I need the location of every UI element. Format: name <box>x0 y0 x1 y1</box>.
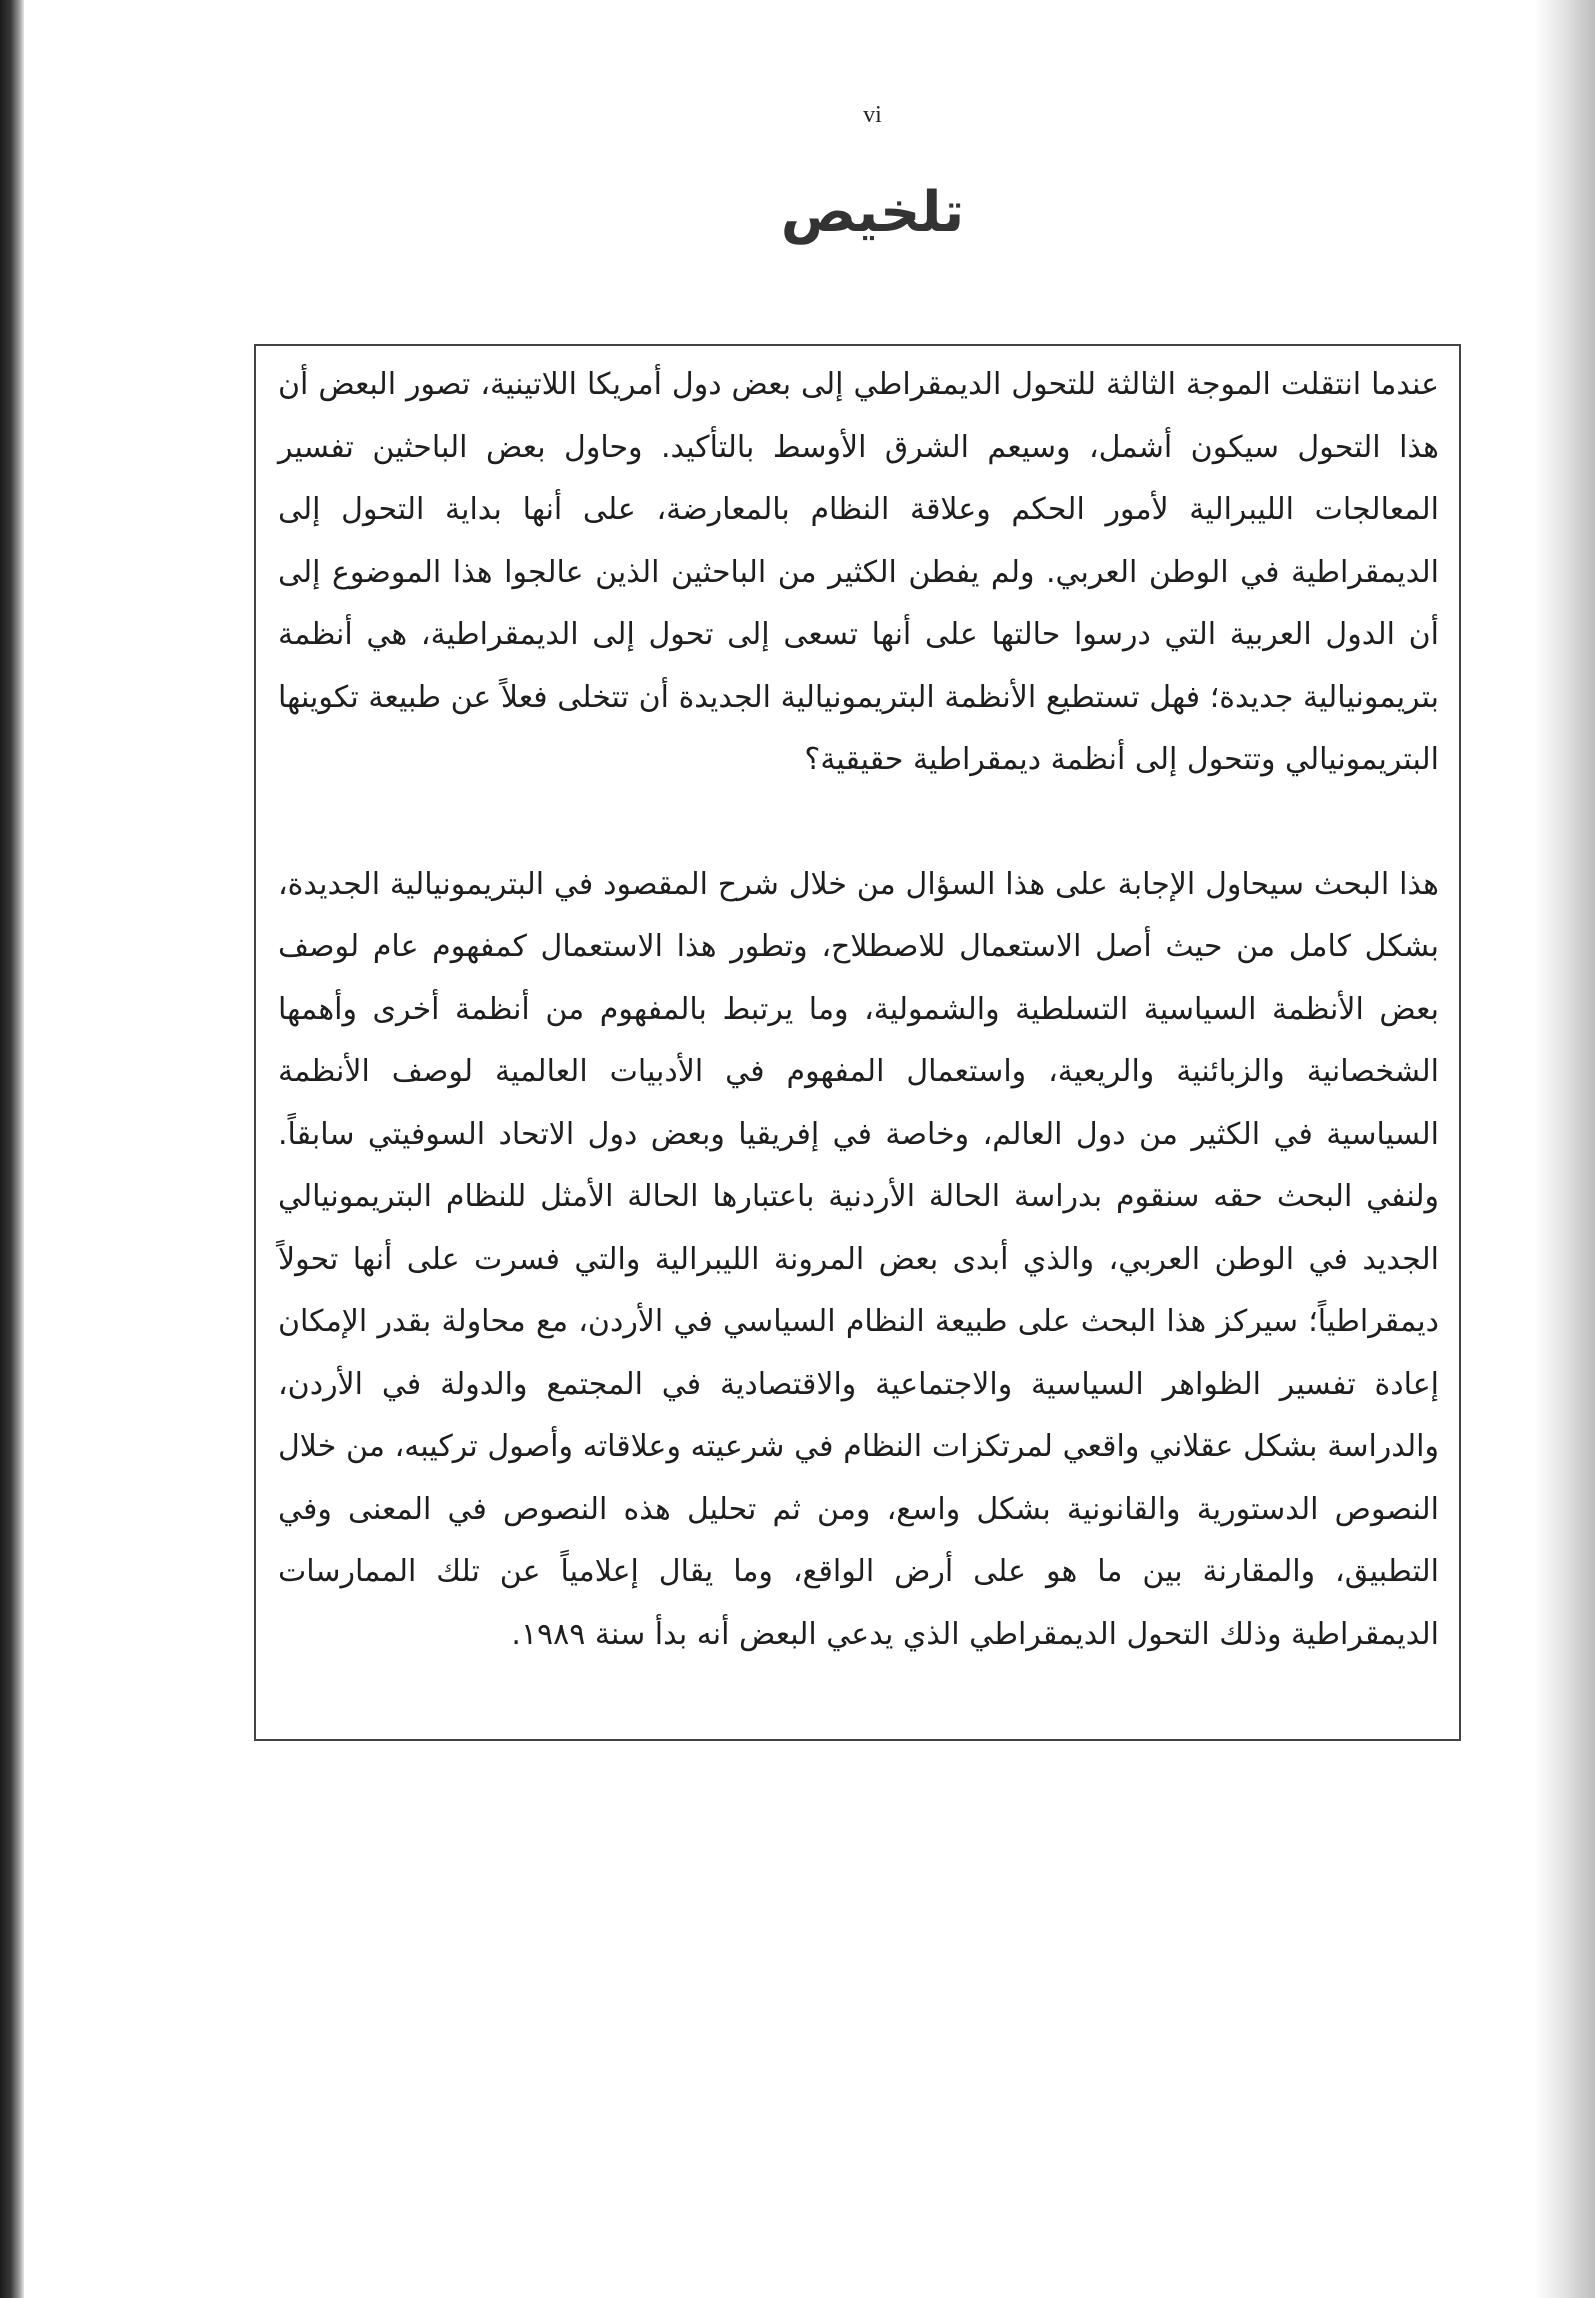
abstract-box <box>254 344 1461 1741</box>
book-binding-edge <box>0 0 24 2298</box>
abstract-paragraph-2: هذا البحث سيحاول الإجابة على هذا السؤال من خلال شرح المقصود في البتريمونيالية الجديدة، بشكل كامل من حيث أصل الاستعمال للاصطلاح، وتطور هذا الاستعمال كمفهوم عام لوصف بعض الأنظمة السياسية التسلطية والشمولية، وما يرتبط بالمفهوم من أنظمة أخرى وأهمها الشخصانية والزبائنية والريعية، واستعمال المفهوم في الأدبيات العالمية لوصف الأنظمة السياسية في الكثير من دول العالم، وخاصة في إفريقيا وبعض دول الاتحاد السوفيتي سابقاً. ولنفي البحث حقه سنقوم بدراسة الحالة الأردنية باعتبارها الحالة الأمثل للنظام البتريمونيالي الجديد في الوطن العربي، والذي أبدى بعض المرونة الليبرالية والتي فسرت على أنها تحولاً ديمقراطياً؛ سيركز هذا البحث على طبيعة النظام السياسي في الأردن، مع محاولة بقدر الإمكان إعادة تفسير الظواهر السياسية والاجتماعية والاقتصادية في المجتمع والدولة في الأردن، والدراسة بشكل عقلاني واقعي لمرتكزات النظام في شرعيته وعلاقاته وأصول تركيبه، من خلال النصوص الدستورية والقانونية بشكل واسع، ومن ثم تحليل هذه النصوص في المعنى وفي التطبيق، والمقارنة بين ما هو على أرض الواقع، وما يقال إعلامياً عن تلك الممارسات الديمقراطية وذلك التحول الديمقراطي الذي يدعي البعض أنه بدأ سنة ١٩٨٩. <box>278 866 1439 1652</box>
page-number: vi <box>863 102 882 128</box>
abstract-paragraph-1: عندما انتقلت الموجة الثالثة للتحول الديمقراطي إلى بعض دول أمريكا اللاتينية، تصور البعض أن هذا التحول سيكون أشمل، وسيعم الشرق الأوسط بالتأكيد. وحاول بعض الباحثين تفسير المعالجات الليبرالية لأمور الحكم وعلاقة النظام بالمعارضة، على أنها بداية التحول إلى الديمقراطية في الوطن العربي. ولم يفطن الكثير من الباحثين الذين عالجوا هذا الموضوع إلى أن الدول العربية التي درسوا حالتها على أنها تسعى إلى تحول إلى الديمقراطية، هي أنظمة بتريمونيالية جديدة؛ فهل تستطيع الأنظمة البتريمونيالية الجديدة أن تتخلى فعلاً عن طبيعة تكوينها البتريمونيالي وتتحول إلى أنظمة ديمقراطية حقيقية؟ <box>278 367 1439 777</box>
page-edge-shadow <box>1535 0 1595 2298</box>
page-title: تلخيص <box>780 180 965 245</box>
